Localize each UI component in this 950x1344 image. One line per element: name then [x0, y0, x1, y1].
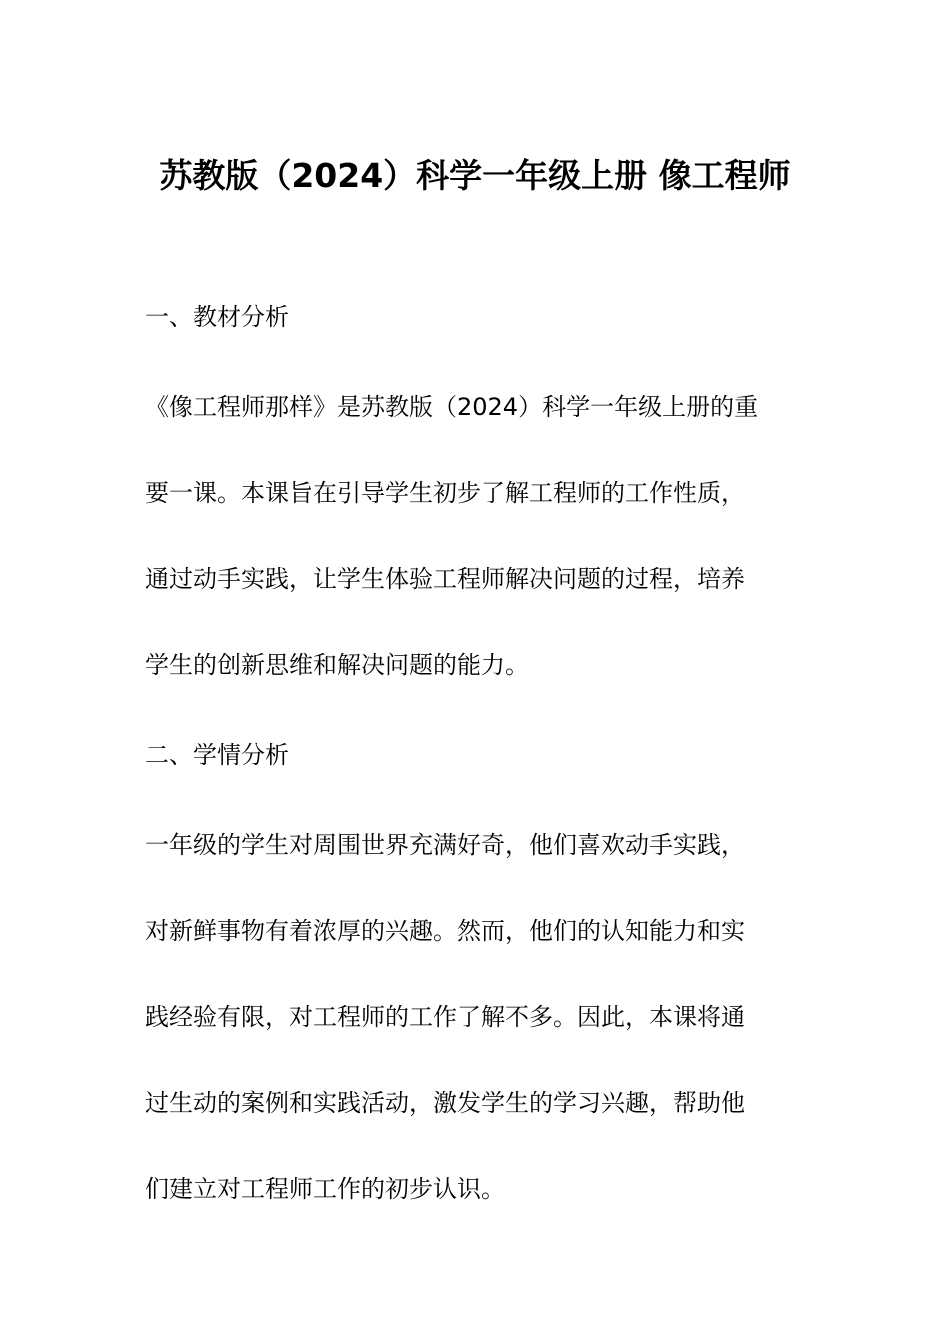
- paragraph-line: 践经验有限，对工程师的工作了解不多。因此，本课将通: [145, 1003, 745, 1031]
- paragraph-line: 学生的创新思维和解决问题的能力。: [145, 651, 529, 679]
- paragraph-line: 对新鲜事物有着浓厚的兴趣。然而，他们的认知能力和实: [145, 917, 745, 945]
- paragraph-line: 过生动的案例和实践活动，激发学生的学习兴趣，帮助他: [145, 1089, 745, 1117]
- section-heading: 二、学情分析: [145, 741, 289, 769]
- section-heading: 一、教材分析: [145, 303, 289, 331]
- paragraph-line: 通过动手实践，让学生体验工程师解决问题的过程，培养: [145, 565, 745, 593]
- paragraph-line: 要一课。本课旨在引导学生初步了解工程师的工作性质，: [145, 479, 745, 507]
- paragraph-line: 《像工程师那样》是苏教版（2024）科学一年级上册的重: [145, 393, 759, 421]
- paragraph-line: 们建立对工程师工作的初步认识。: [145, 1175, 505, 1203]
- page-title: 苏教版（2024）科学一年级上册 像工程师: [159, 156, 791, 195]
- paragraph-line: 一年级的学生对周围世界充满好奇，他们喜欢动手实践，: [145, 831, 745, 859]
